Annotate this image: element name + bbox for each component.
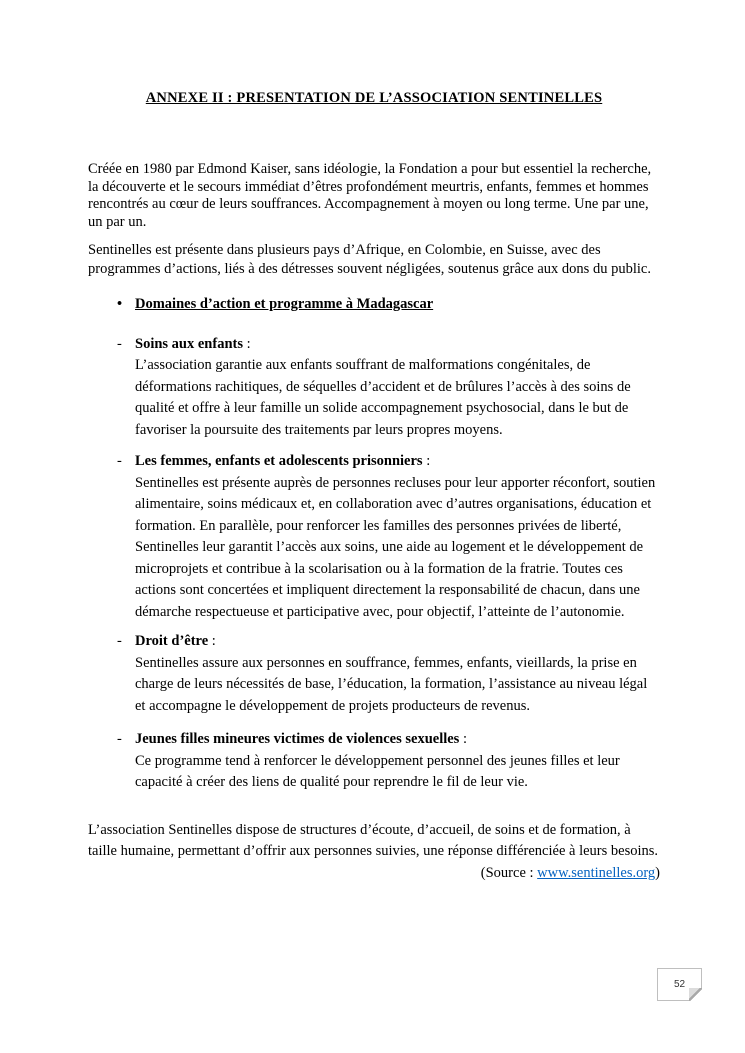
bullet-icon: • <box>117 296 123 312</box>
list-item-droit-detre <box>88 631 660 717</box>
sentinelles-website-link[interactable]: www.sentinelles.org <box>537 864 656 881</box>
bullet-heading-row <box>88 294 660 316</box>
list-item-soins-aux-enfants <box>88 334 660 442</box>
dash-icon: - <box>117 335 122 352</box>
intro-paragraph-2: Sentinelles est présente dans plusieurs pays d’Afrique, en Colombie, en Suisse, avec des programmes d’actions, liés à des détresses souvent négligées, soutenus grâce aux dons du public. <box>88 242 651 277</box>
list-item-title: Jeunes filles mineures victimes de violences sexuelles <box>135 731 460 747</box>
list-item-title-colon: : <box>242 335 251 352</box>
list-item-heading <box>117 729 660 751</box>
list-item-body: Sentinelles assure aux personnes en souffrance, femmes, enfants, vieillards, la prise en charge de leurs nécessités de base, l’éducation, la formation, l’assistance au niveau légal et accompagne le développement de projets producteurs de revenus. <box>135 654 648 714</box>
dash-icon: - <box>117 633 122 649</box>
dash-icon: - <box>117 731 122 747</box>
page-title: ANNEXE II : PRESENTATION DE L’ASSOCIATION SENTINELLES <box>145 90 603 106</box>
page-number-frame <box>657 968 702 1001</box>
list-item-heading <box>117 334 660 356</box>
dash-icon: - <box>117 453 122 469</box>
list-item-body: Ce programme tend à renforcer le développement personnel des jeunes filles et leur capacité à créer des liens de qualité pour reprendre le fil de leur vie. <box>135 752 620 790</box>
list-item-jeunes-filles <box>88 729 660 794</box>
list-item-heading <box>117 451 660 473</box>
list-item-body: Sentinelles est présente auprès de personnes recluses pour leur apporter réconfort, soutien alimentaire, soins médicaux et, en collaboration avec d’autres organisations, éducation et formation. En parallèle, pour renforcer les familles des personnes privées de liberté, Sentinelles leur garantit l’accès aux soins, une aide au logement et le développement de microprojets et contribue à la scolarisation ou à la formation de la fratrie. Toutes ces actions sont concertées et impliquent directement la responsabilité de chacun, dans une démarche respectueuse et participative avec, pour objectif, l’atteinte de l’autonomie. <box>135 474 656 620</box>
list-item-title-colon: : <box>459 731 467 747</box>
closing-paragraph: L’association Sentinelles dispose de structures d’écoute, d’accueil, de soins et de formation, à taille humaine, permettant d’offrir aux personnes suivies, une réponse différenciée à leurs besoins. <box>88 821 659 859</box>
source-prefix: (Source : <box>480 864 538 881</box>
source-line <box>88 863 660 885</box>
list-item-title: Droit d’être <box>135 633 209 649</box>
list-item-title-colon: : <box>422 453 431 469</box>
intro-paragraph-1: Créée en 1980 par Edmond Kaiser, sans idéologie, la Fondation a pour but essentiel la recherche, la découverte et le secours immédiat d’êtres profondément meurtris, enfants, femmes et hommes rencontrés au cœur de leurs souffrances. Accompagnement à moyen ou long terme. Une par une, un par un. <box>88 161 652 230</box>
list-item-body: L’association garantie aux enfants souffrant de malformations congénitales, de déformations rachitiques, de séquelles d’accident et de brûlures l’accès à des soins de qualité et offre à leur famille un solide accompagnement psychosocial, dans le but de favoriser la poursuite des traitements par leurs propres moyens. <box>135 357 631 438</box>
list-item-title: Soins aux enfants <box>135 335 243 352</box>
folded-corner-icon <box>689 988 702 1001</box>
list-item-prisonniers <box>88 451 660 623</box>
page-number: 52 <box>673 979 686 990</box>
source-suffix: ) <box>655 864 660 881</box>
list-item-title-colon: : <box>208 633 216 649</box>
page-content <box>88 0 660 884</box>
bullet-heading-label: Domaines d’action et programme à Madagascar <box>135 296 434 312</box>
list-item-title: Les femmes, enfants et adolescents prisonniers <box>135 453 423 469</box>
list-item-heading <box>117 631 660 653</box>
